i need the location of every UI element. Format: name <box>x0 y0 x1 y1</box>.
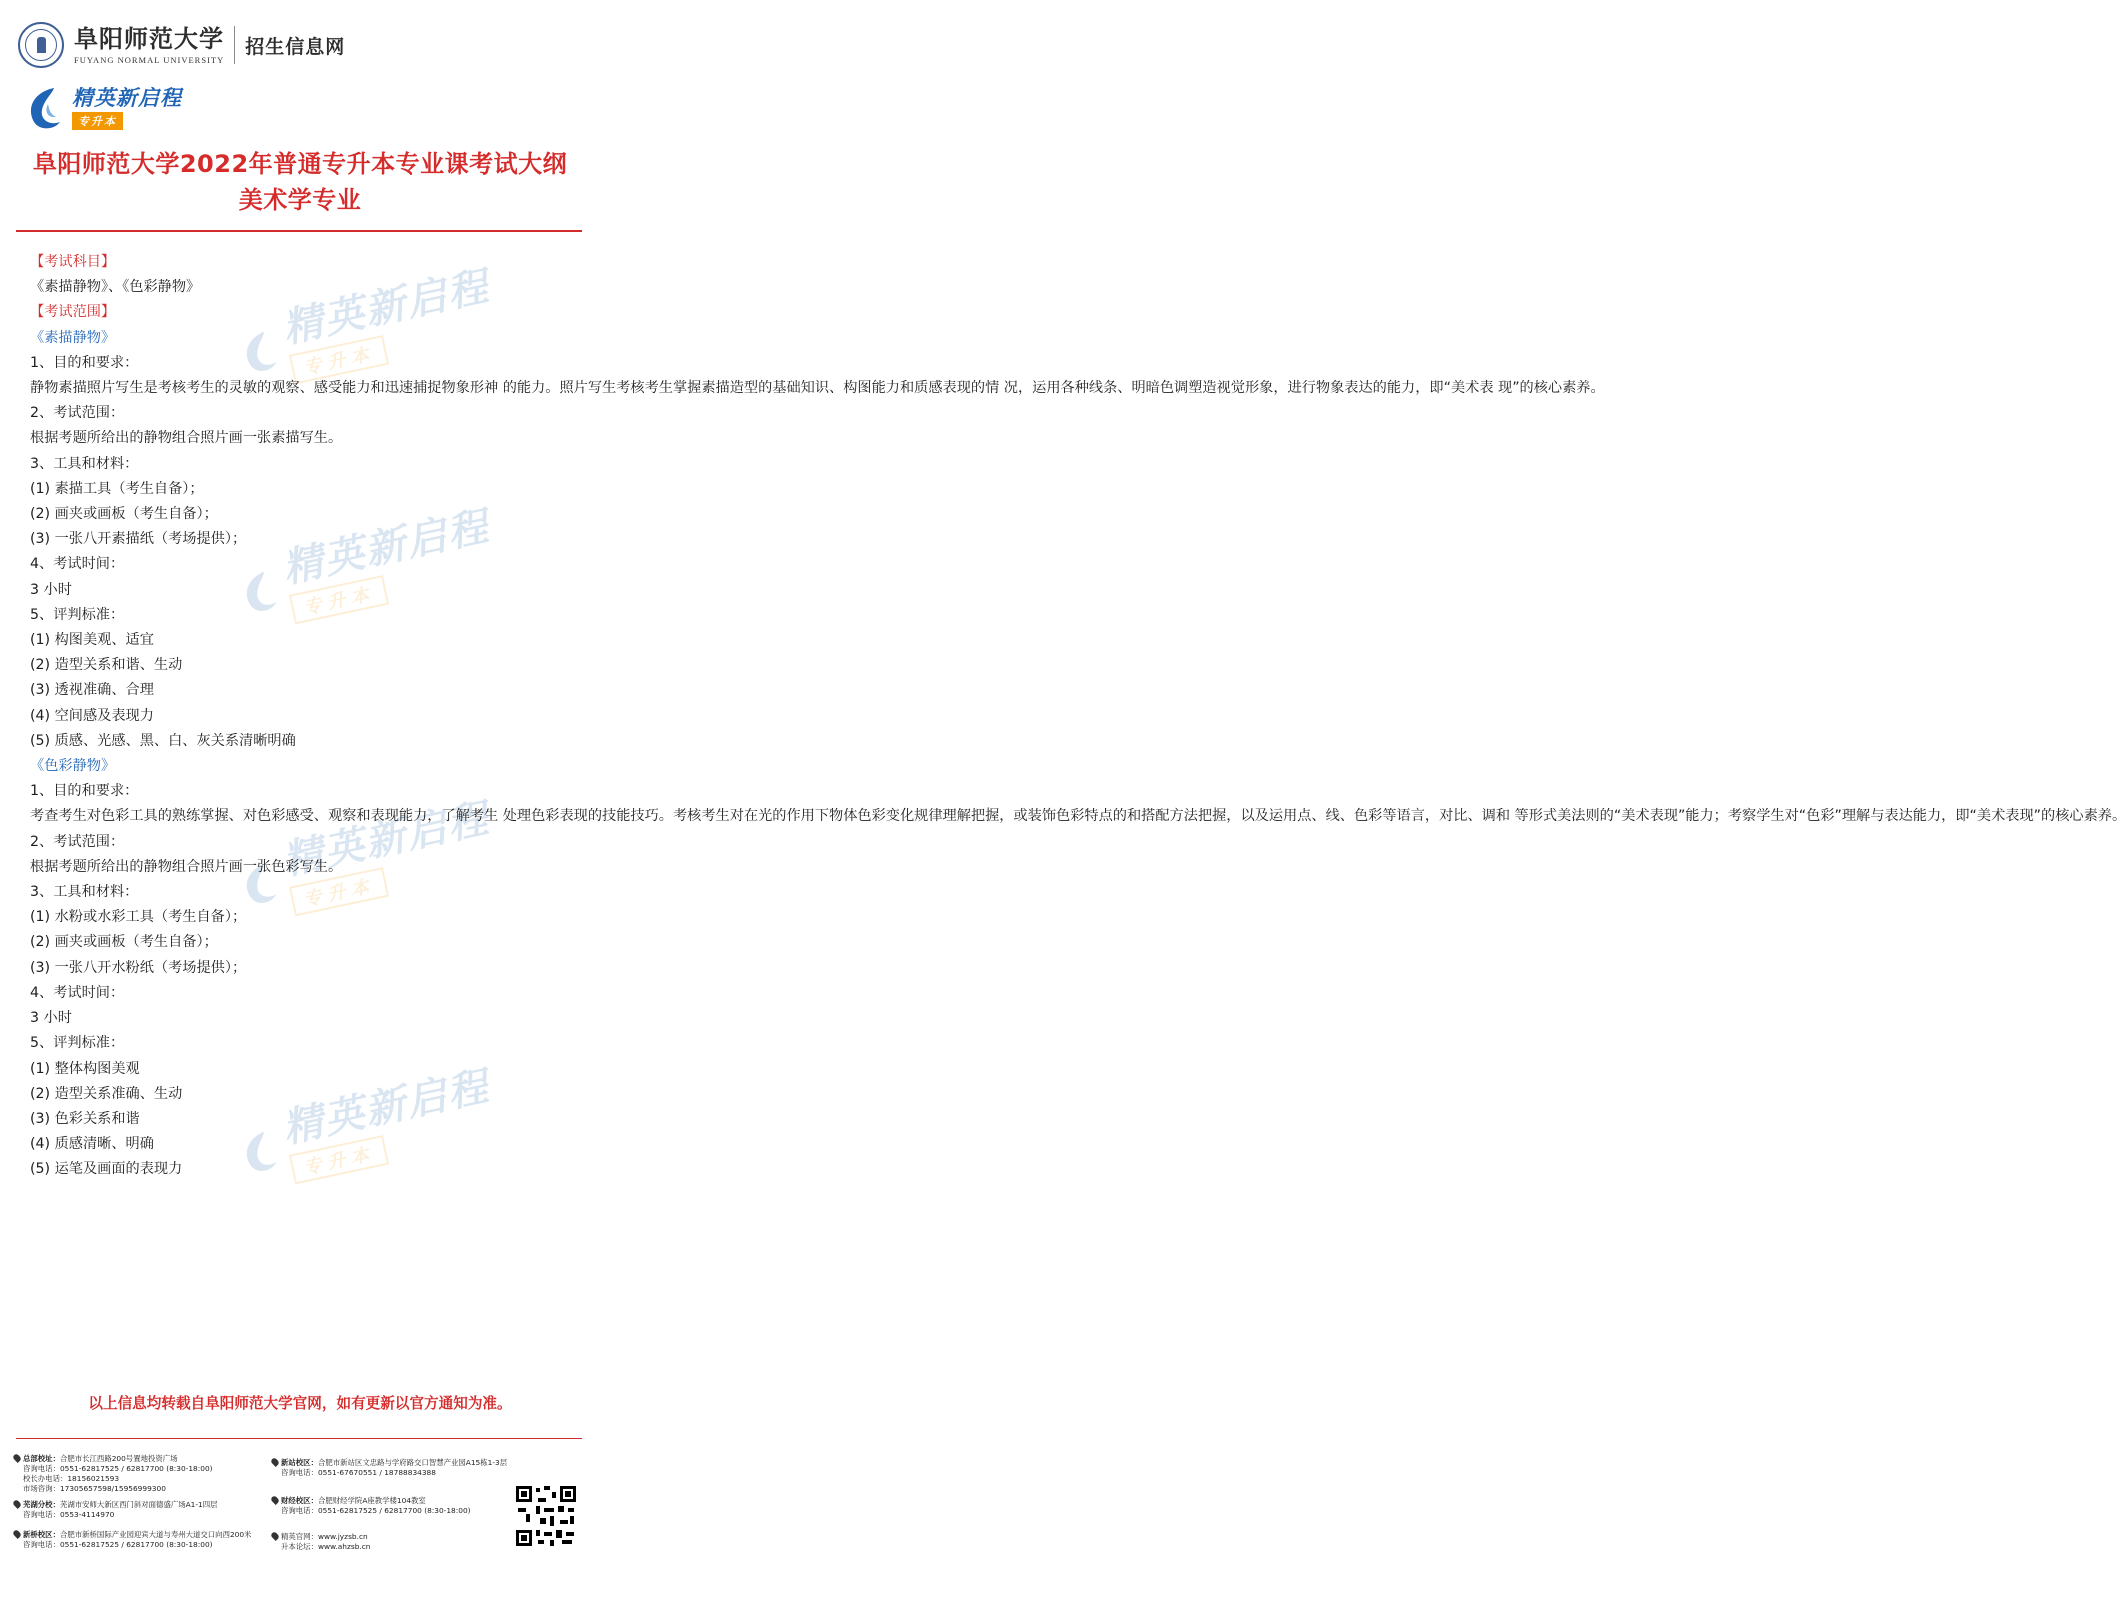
brand-name: 精英新启程 <box>72 86 182 110</box>
site-name: 招生信息网 <box>245 35 346 58</box>
watermark-subtitle: 专升本 <box>289 335 389 384</box>
syllabus-body <box>30 250 2126 1183</box>
campus-caijing: 财经校区：合肥财经学院A座教学楼104教室 咨询电话：0551-62817525 / 62817700 (8:30-18:00) <box>272 1496 471 1516</box>
body-line: 2、考试范围： <box>30 405 125 422</box>
body-line: 根据考题所给出的静物组合照片画一张素描写生。 <box>30 430 343 447</box>
location-pin-icon <box>270 1495 280 1505</box>
body-line: (2) 造型关系准确、生动 <box>30 1085 183 1102</box>
watermark-name: 精英新启程 <box>278 1063 494 1153</box>
title-line-1: 阜阳师范大学2022年普通专升本专业课考试大纲 <box>32 150 568 178</box>
qr-code-icon[interactable] <box>514 1484 578 1548</box>
body-line: 5、评判标准： <box>30 606 125 623</box>
body-line: (4) 质感清晰、明确 <box>30 1136 154 1153</box>
document-title <box>0 146 600 218</box>
campus-xinzhan: 新站校区：合肥市新站区文忠路与学府路交口智慧产业园A15栋1-3层 咨询电话：0551-67670551 / 18788834388 <box>272 1458 507 1478</box>
official-site-link[interactable]: 精英官网：www.jyzsb.cn <box>281 1532 368 1541</box>
watermark-subtitle: 专升本 <box>289 1135 389 1184</box>
body-line: 2、考试范围： <box>30 833 125 850</box>
university-english-name: FUYANG NORMAL UNIVERSITY <box>74 55 225 65</box>
body-line: 3、工具和材料： <box>30 884 139 901</box>
watermark-name: 精英新启程 <box>278 795 494 885</box>
body-line: (2) 画夹或画板（考生自备）； <box>30 506 218 523</box>
body-line: (1) 素描工具（考生自备）； <box>30 480 204 497</box>
footer-divider <box>16 1438 582 1439</box>
body-line: (1) 整体构图美观 <box>30 1060 140 1077</box>
body-line: 根据考题所给出的静物组合照片画一张色彩写生。 <box>30 858 343 875</box>
body-line: (5) 质感、光感、黑、白、灰关系清晰明确 <box>30 732 296 749</box>
subject-heading: 《素描静物》 <box>30 329 116 346</box>
body-line: (1) 构图美观、适宜 <box>30 632 154 649</box>
web-globe-icon <box>270 1531 280 1541</box>
university-brand <box>74 25 224 65</box>
body-line: (2) 画夹或画板（考生自备）； <box>30 934 218 951</box>
body-line: (3) 一张八开素描纸（考场提供）； <box>30 531 247 548</box>
university-seal-logo <box>18 22 64 68</box>
location-pin-icon <box>12 1529 22 1539</box>
section-heading: 【考试科目】 <box>30 254 116 270</box>
body-line: (3) 一张八开水粉纸（考场提供）； <box>30 959 247 976</box>
brand-subtitle: 专升本 <box>72 112 123 130</box>
watermark-subtitle: 专升本 <box>289 575 389 624</box>
location-pin-icon <box>12 1453 22 1463</box>
header-divider <box>234 26 235 64</box>
source-notice: 以上信息均转载自阜阳师范大学官网，如有更新以官方通知为准。 <box>88 1395 512 1412</box>
body-line: 5、评判标准： <box>30 1035 125 1052</box>
body-line: 3 小时 <box>30 581 72 598</box>
subject-heading: 《色彩静物》 <box>30 758 116 775</box>
watermark-name: 精英新启程 <box>278 503 494 593</box>
location-pin-icon <box>12 1499 22 1509</box>
campus-xinqiao: 新桥校区：合肥市新桥国际产业园迎宾大道与寿州大道交口向西200米 咨询电话：0551-62817525 / 62817700 (8:30-18:00) <box>14 1530 251 1550</box>
title-line-2: 美术学专业 <box>238 186 362 214</box>
body-line: 3、工具和材料： <box>30 455 139 472</box>
body-line: (2) 造型关系和谐、生动 <box>30 657 183 674</box>
body-paragraph: 考查考生对色彩工具的熟练掌握、对色彩感受、观察和表现能力，了解考生 处理色彩表现的技能技巧。考核考生对在光的作用下物体色彩变化规律理解把握，或装饰色彩特点的和搭配方法把握，以及运用点、线、色彩等语言，对比、调和 等形式美法则的“美术表现”能力；考察学生对“色彩”理解与表达能力，即“美术表现”的核心素养。 <box>30 808 2126 825</box>
brand-logo <box>24 82 204 134</box>
body-line: (5) 运笔及画面的表现力 <box>30 1161 183 1178</box>
body-line: (1) 水粉或水彩工具（考生自备）； <box>30 909 247 926</box>
body-line: 3 小时 <box>30 1010 72 1027</box>
body-line: (3) 透视准确、合理 <box>30 682 154 699</box>
body-line: (4) 空间感及表现力 <box>30 707 154 724</box>
body-line: 4、考试时间： <box>30 984 125 1001</box>
campus-hq: 总部校址：合肥市长江西路200号置地投资广场 咨询电话：0551-62817525 / 62817700 (8:30-18:00) 校长办电话：18156021593 市场咨询：17305657598/15956999300 <box>14 1454 213 1494</box>
site-header <box>18 14 582 76</box>
watermark-name: 精英新启程 <box>278 263 494 353</box>
university-name: 阜阳师范大学 <box>74 24 224 53</box>
watermark-subtitle: 专升本 <box>289 867 389 916</box>
campus-web <box>272 1532 371 1552</box>
location-pin-icon <box>270 1457 280 1467</box>
forum-link[interactable]: 升本论坛：www.ahzsb.cn <box>281 1542 371 1551</box>
body-line: (3) 色彩关系和谐 <box>30 1110 140 1127</box>
body-line: 1、目的和要求： <box>30 783 139 800</box>
title-divider <box>16 230 582 232</box>
campus-footer <box>14 1454 590 1594</box>
brand-swirl-icon <box>24 84 66 132</box>
campus-wuhu: 芜湖分校：芜湖市安师大新区西门斜对面德盛广场A1-1四层 咨询电话：0553-4114970 <box>14 1500 218 1520</box>
body-paragraph: 静物素描照片写生是考核考生的灵敏的观察、感受能力和迅速捕捉物象形神 的能力。照片写生考核考生掌握素描造型的基础知识、构图能力和质感表现的情 况，运用各种线条、明暗色调塑造视觉形象，进行物象表达的能力，即“美术表 现”的核心素养。 <box>30 380 1605 397</box>
body-line: 4、考试时间： <box>30 556 125 573</box>
body-line: 《素描静物》、《色彩静物》 <box>30 279 201 296</box>
section-heading: 【考试范围】 <box>30 304 116 321</box>
body-line: 1、目的和要求： <box>30 354 139 371</box>
